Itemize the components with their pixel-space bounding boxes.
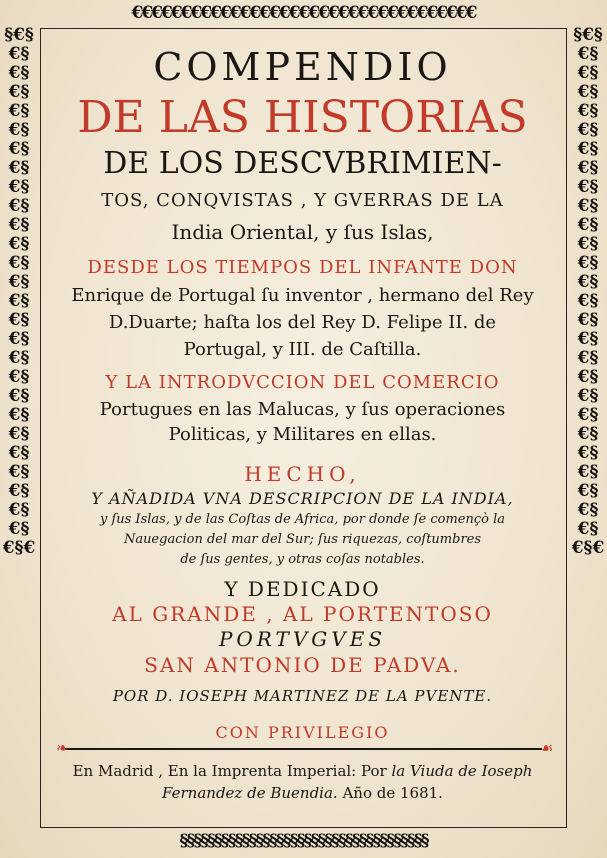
ornamental-border-bottom: §§§§§§§§§§§§§§§§§§§§§§§§§§§§§§§§§§§§ [179, 831, 428, 851]
ornamental-border-left: §€§€§€§€§€§€§€§€§€§€§€§€§€§€§€§€§€§€§€§€§€§€§€§€§€§€§€§€§€ [2, 26, 36, 558]
imprint-printer: la Viuda de Ioseph [391, 762, 533, 780]
section2-heading: Y LA INTRODVCCION DEL COMERCIO [105, 372, 500, 393]
section1-heading: DESDE LOS TIEMPOS DEL INFANTE DON [87, 257, 518, 278]
section2-line3: Politicas, y Militares en ellas. [168, 424, 437, 445]
title-line-historias: DE LAS HISTORIAS [77, 92, 528, 143]
title-line-india: India Oriental, y ſus Islas, [171, 220, 434, 244]
imprint-line2 [45, 782, 560, 804]
imprint-line1 [45, 760, 560, 782]
title-line-compendio: COMPENDIO [153, 45, 452, 89]
dedication-line4: SAN ANTONIO DE PADVA. [144, 653, 461, 677]
section3-line4: Nauegacion del mar del Sur; ſus riquezas, coſtumbres [123, 532, 482, 547]
title-line-descubrimientos: DE LOS DESCVBRIMIEN- [103, 146, 502, 181]
section3-line5: de ſus gentes, y otras coſas notables. [180, 552, 425, 567]
imprint-printer-name: Fernandez de Buendia. [162, 784, 338, 802]
imprint-place: En Madrid , En la Imprenta Imperial: Por [72, 762, 387, 780]
right-fleuron-icon: ☙ [540, 739, 554, 757]
section1-line3: D.Duarte; haſta los del Rey D. Felipe II. de [108, 312, 497, 333]
section3-line3: y ſus Islas, y de las Coſtas de Africa, por donde ſe començò la [99, 512, 506, 527]
dedication-line2: AL GRANDE , AL PORTENTOSO [112, 602, 493, 626]
imprint-year: Año de 1681. [342, 784, 443, 802]
decorative-rule [62, 748, 542, 750]
left-fleuron-icon: ❧ [56, 739, 69, 757]
title-line-conquistas: TOS, CONQVISTAS , Y GVERRAS DE LA [101, 190, 504, 211]
ornamental-border-right: §€§€§€§€§€§€§€§€§€§€§€§€§€§€§€§€§€§€§€§€§€§€§€§€§€§€§€§€§€ [571, 26, 605, 558]
section2-line2: Portugues en las Malucas, y ſus operaciones [99, 399, 506, 420]
ornamental-border-top: €€€€€€€€€€€€€€€€€€€€€€€€€€€€€€€€€€€ [131, 3, 476, 23]
section1-line2: Enrique de Portugal ſu inventor , hermano del Rey [71, 285, 534, 306]
section3-line2: Y AÑADIDA VNA DESCRIPCION DE LA INDIA, [91, 489, 514, 508]
section3-hecho: HECHO, [244, 462, 361, 486]
dedication-line1: Y DEDICADO [224, 577, 381, 601]
section1-line4: Portugal, y III. de Caſtilla. [183, 339, 422, 360]
author-line: POR D. IOSEPH MARTINEZ DE LA PVENTE. [112, 687, 493, 705]
privilege-line: CON PRIVILEGIO [215, 723, 390, 742]
dedication-line3: PORTVGVES [218, 627, 387, 651]
